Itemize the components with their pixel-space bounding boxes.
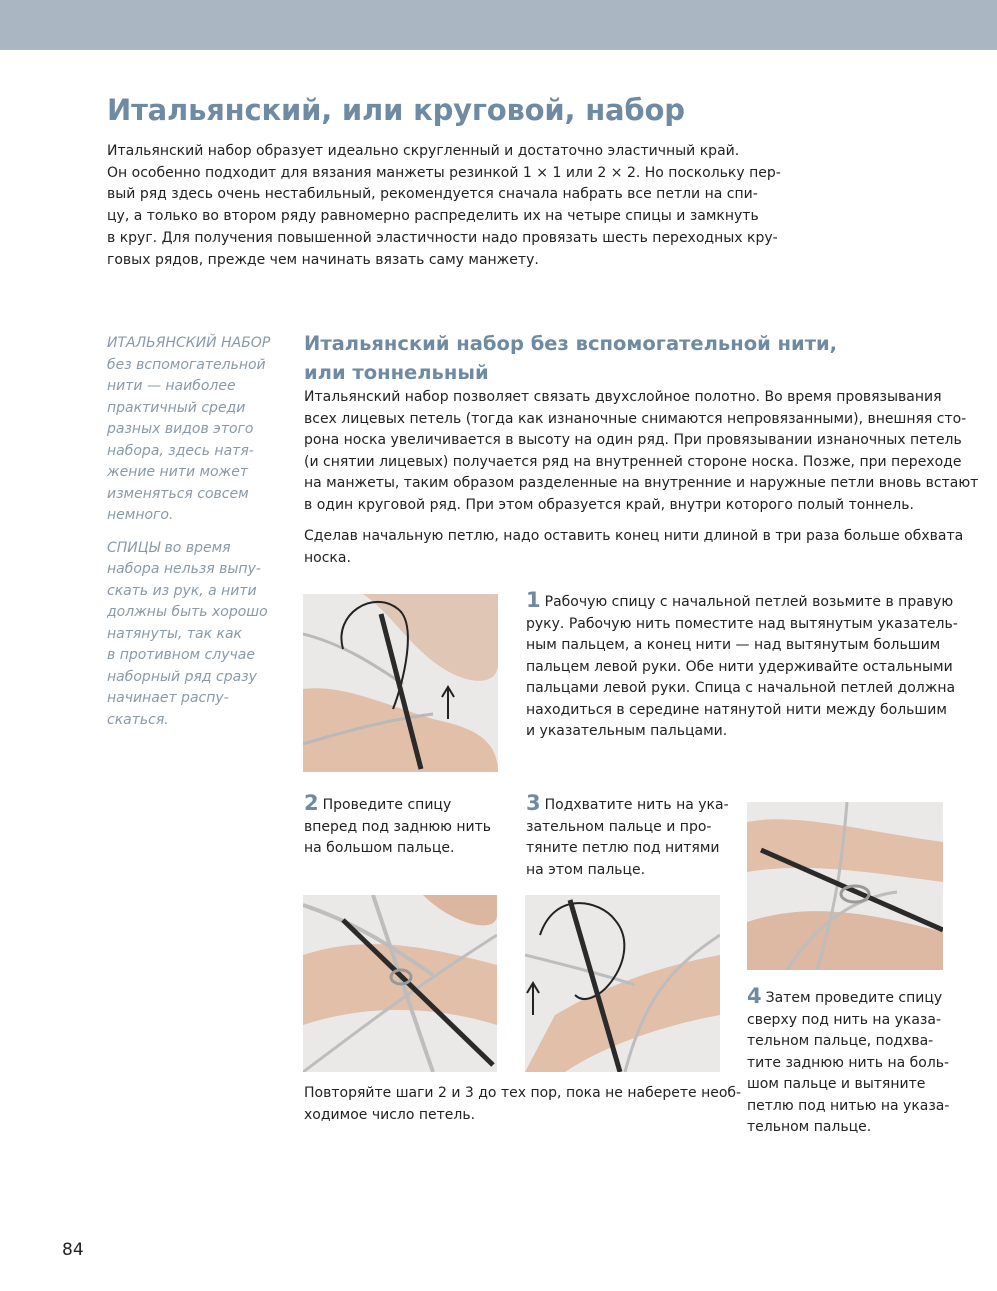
step-line: шом пальце и вытяните — [747, 1076, 926, 1092]
step4-photo — [747, 802, 943, 970]
step1-text — [526, 588, 958, 743]
sidebar-line: практичный среди — [107, 399, 246, 416]
sidebar-line: скать из рук, а нити — [107, 582, 257, 599]
sidebar-line: натянуты, так как — [107, 625, 242, 642]
sidebar-line: в противном случае — [107, 647, 255, 663]
step-line: на этом пальце. — [526, 861, 646, 878]
step2-text — [304, 793, 504, 860]
sidebar-notes — [107, 333, 287, 731]
step-number: 3 — [526, 791, 541, 815]
step-line: пальцами левой руки. Спица с начальной петлей должна — [526, 680, 956, 696]
repeat-line: Повторяйте шаги 2 и 3 до тех пор, пока не наберете необ- — [304, 1085, 742, 1101]
sidebar-line: изменяться совсем — [107, 485, 249, 502]
repeat-note — [304, 1083, 742, 1126]
sidebar-line: начинает распу- — [107, 690, 229, 706]
sidebar-line: немного. — [107, 507, 174, 523]
body-line: всех лицевых петель (тогда как изнаночные снимаются непровязанными), внешняя сто- — [304, 410, 967, 427]
sidebar-line: СПИЦЫ во время — [107, 539, 231, 556]
step-number: 1 — [526, 588, 541, 612]
page-title: Итальянский, или круговой, набор — [107, 93, 685, 127]
page-number: 84 — [62, 1240, 84, 1260]
body-line: Сделав начальную петлю, надо оставить конец нити длиной в три раза больше обхвата — [304, 528, 964, 544]
step3-photo — [525, 895, 720, 1072]
intro-line: в круг. Для получения повышенной эластичности надо провязать шесть переходных кру- — [107, 229, 778, 246]
step-number: 2 — [304, 791, 319, 815]
subtitle-line: Итальянский набор без вспомогательной нити, — [304, 332, 838, 355]
subtitle-line: или тоннельный — [304, 361, 489, 384]
body-line: в один круговой ряд. При этом образуется край, внутри которого полый тоннель. — [304, 496, 914, 513]
body-line: рона носка увеличивается в высоту на один ряд. При провязывании изнаночных петель — [304, 432, 962, 448]
sidebar-line: должны быть хорошо — [107, 604, 268, 620]
sidebar-line: нити — наиболее — [107, 378, 236, 394]
step-line: тите заднюю нить на боль- — [747, 1054, 950, 1071]
sidebar-line: жение нити может — [107, 464, 249, 480]
step-line: вперед под заднюю нить — [304, 818, 492, 835]
repeat-line: ходимое число петель. — [304, 1106, 476, 1123]
step-line: Проведите спицу — [322, 797, 452, 813]
sidebar-line: скаться. — [107, 711, 169, 728]
step-line: пальцем левой руки. Обе нити удерживайте остальными — [526, 658, 953, 675]
step-line: Подхватите нить на ука- — [544, 797, 729, 813]
step-line: руку. Рабочую нить поместите над вытянутым указатель- — [526, 615, 958, 632]
intro-line: цу, а только во втором ряду равномерно распределить их на четыре спицы и замкнуть — [107, 208, 759, 225]
body-line: на манжеты, таким образом разделенные на внутренние и наружные петли вновь встают — [304, 475, 979, 491]
step4-text — [747, 986, 957, 1139]
intro-paragraph — [107, 141, 781, 271]
step3-text — [526, 793, 736, 881]
sidebar-line: разных видов этого — [107, 421, 254, 437]
step-line: и указательным пальцами. — [526, 723, 728, 739]
sidebar-line: без вспомогательной — [107, 356, 266, 373]
step-line: находиться в середине натянутой нити между большим — [526, 701, 947, 718]
step-line: тельном пальце, подхва- — [747, 1033, 934, 1049]
intro-line: Он особенно подходит для вязания манжеты резинкой 1 × 1 или 2 × 2. Но поскольку пер- — [107, 164, 781, 181]
section-subtitle — [304, 329, 837, 387]
step-line: на большом пальце. — [304, 840, 455, 856]
intro-line: говых рядов, прежде чем начинать вязать саму манжету. — [107, 251, 539, 268]
intro-line: вый ряд здесь очень нестабильный, рекомендуется сначала набрать все петли на спи- — [107, 186, 758, 203]
step-line: Рабочую спицу с начальной петлей возьмите в правую — [544, 594, 954, 610]
body-line: Итальянский набор позволяет связать двухслойное полотно. Во время провязывания — [304, 389, 942, 405]
step-line: сверху под нить на указа- — [747, 1011, 942, 1028]
section-body — [304, 387, 979, 569]
step1-photo — [303, 594, 498, 772]
sidebar-line: набора, здесь натя- — [107, 442, 254, 459]
step-number: 4 — [747, 984, 762, 1008]
sidebar-line: ИТАЛЬЯНСКИЙ НАБОР — [107, 335, 271, 351]
step-line: зательном пальце и про- — [526, 818, 712, 835]
step-line: петлю под нитью на указа- — [747, 1097, 950, 1114]
header-band — [0, 0, 997, 50]
sidebar-line: набора нельзя выпу- — [107, 561, 261, 577]
body-line: носка. — [304, 549, 351, 566]
body-line: (и снятии лицевых) получается ряд на внутренней стороне носка. Позже, при переходе — [304, 453, 962, 470]
step-line: Затем проведите спицу — [765, 990, 943, 1006]
step-line: тяните петлю под нитями — [526, 840, 720, 856]
step-line: ным пальцем, а конец нити — над вытянутым большим — [526, 637, 941, 653]
step2-photo — [303, 895, 497, 1072]
sidebar-line: наборный ряд сразу — [107, 668, 257, 685]
step-line: тельном пальце. — [747, 1119, 872, 1135]
intro-line: Итальянский набор образует идеально скругленный и достаточно эластичный край. — [107, 143, 740, 159]
